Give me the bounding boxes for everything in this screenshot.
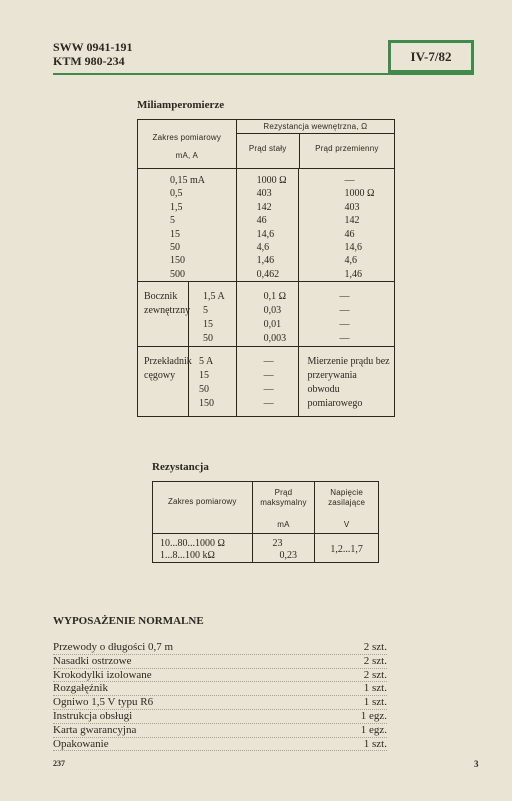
ac-value: — bbox=[344, 175, 355, 186]
range-value: 0,15 mA bbox=[170, 175, 205, 186]
shunt-ac-value: — bbox=[339, 291, 350, 303]
shunt-dc-value: 0,01 bbox=[263, 319, 282, 331]
current-values-cell bbox=[252, 534, 315, 563]
clamp-ranges-cell bbox=[189, 347, 237, 417]
resistance-range-header-cell bbox=[153, 482, 253, 534]
range-value: 1,5 bbox=[170, 201, 183, 213]
dc-value: 1000 Ω bbox=[256, 175, 287, 186]
code-line-1: SWW 0941-191 bbox=[53, 40, 133, 54]
equipment-title: WYPOSAŻENIE NORMALNE bbox=[53, 615, 204, 627]
list-item bbox=[53, 682, 387, 696]
ac-value: 4,6 bbox=[344, 255, 357, 267]
resistance-header-cell bbox=[236, 120, 394, 169]
dc-value: 46 bbox=[256, 215, 267, 227]
item-qty: 1 szt. bbox=[363, 737, 387, 750]
item-qty: 1 szt. bbox=[363, 682, 387, 695]
item-name: Przewody o długości 0,7 m bbox=[53, 641, 174, 653]
current-header: Prąd maksymalny bbox=[260, 488, 307, 507]
equipment-list bbox=[53, 641, 387, 751]
item-name: Rozgałęźnik bbox=[53, 682, 108, 695]
shunt-range: 50 bbox=[203, 333, 213, 345]
ac-value: 1000 Ω bbox=[344, 188, 375, 200]
item-qty: 1 egz. bbox=[360, 709, 387, 722]
page-number: 3 bbox=[474, 759, 479, 769]
ac-value: 403 bbox=[344, 201, 360, 213]
voltage-unit: V bbox=[343, 520, 350, 529]
voltage-header: Napięcie zasilające bbox=[328, 488, 366, 507]
range-value: 5 bbox=[170, 215, 175, 227]
list-item bbox=[53, 710, 387, 724]
code-line-2: KTM 980-234 bbox=[53, 54, 125, 68]
current-value: 0,23 bbox=[279, 550, 298, 561]
milliammeter-table bbox=[137, 119, 395, 417]
list-item bbox=[53, 669, 387, 683]
list-item bbox=[53, 655, 387, 669]
resistance-range: 1...8...100 kΩ bbox=[160, 550, 215, 561]
current-value: 23 bbox=[272, 538, 283, 549]
clamp-dc-cell bbox=[236, 347, 299, 417]
dc-value: 403 bbox=[256, 188, 272, 200]
clamp-range: 50 bbox=[199, 384, 209, 396]
item-name: Karta gwarancyjna bbox=[53, 723, 137, 736]
footer-left-number: 237 bbox=[53, 759, 65, 768]
item-name: Ogniwo 1,5 V typu R6 bbox=[53, 696, 154, 709]
clamp-dc-value: — bbox=[263, 370, 274, 382]
dc-values-cell bbox=[236, 169, 299, 282]
voltage-header-cell bbox=[315, 482, 379, 534]
dc-value: 14,6 bbox=[256, 228, 275, 240]
ac-value: 1,46 bbox=[344, 268, 362, 280]
shunt-ac-value: — bbox=[339, 333, 350, 345]
item-name: Krokodylki izolowane bbox=[53, 668, 152, 681]
ac-value: 46 bbox=[344, 228, 355, 240]
list-item bbox=[53, 724, 387, 738]
ac-header: Prąd przemienny bbox=[315, 144, 379, 153]
ac-values-cell bbox=[299, 169, 395, 282]
resistance-range: 10...80...1000 Ω bbox=[160, 538, 225, 549]
resistance-title: Rezystancja bbox=[152, 461, 209, 473]
resistance-range-header: Zakres pomiarowy bbox=[167, 497, 237, 506]
section-badge: IV-7/82 bbox=[388, 40, 474, 73]
clamp-dc-value: — bbox=[263, 384, 274, 396]
item-name: Opakowanie bbox=[53, 737, 109, 750]
list-item bbox=[53, 641, 387, 655]
shunt-dc-cell bbox=[236, 282, 299, 347]
list-item bbox=[53, 738, 387, 752]
item-qty: 2 szt. bbox=[363, 654, 387, 667]
clamp-dc-value: — bbox=[263, 356, 274, 368]
resistance-header: Rezystancja wewnętrzna, Ω bbox=[237, 120, 394, 134]
item-qty: 2 szt. bbox=[363, 668, 387, 681]
clamp-ac-note: Mierzenie prądu bez przerywania obwodu pomiarowego bbox=[307, 356, 390, 410]
dc-value: 1,46 bbox=[256, 255, 275, 267]
clamp-label-cell bbox=[138, 347, 192, 417]
shunt-ac-cell bbox=[299, 282, 395, 347]
range-value: 50 bbox=[170, 242, 180, 254]
clamp-range: 15 bbox=[199, 370, 209, 382]
unit-header: mA, A bbox=[175, 151, 198, 160]
clamp-label: Przekładnik cęgowy bbox=[144, 356, 192, 382]
range-value: 500 bbox=[170, 268, 185, 280]
range-header-cell bbox=[138, 120, 237, 169]
dc-value: 4,6 bbox=[256, 242, 270, 254]
item-name: Instrukcja obsługi bbox=[53, 709, 133, 722]
item-name: Nasadki ostrzowe bbox=[53, 654, 132, 667]
clamp-ac-cell bbox=[299, 347, 395, 417]
clamp-range: 150 bbox=[199, 398, 214, 410]
catalog-codes bbox=[53, 40, 132, 68]
shunt-dc-value: 0,03 bbox=[263, 305, 282, 317]
voltage-value: 1,2...1,7 bbox=[330, 544, 363, 555]
range-header: Zakres pomiarowy bbox=[152, 133, 222, 142]
shunt-range: 5 bbox=[203, 305, 208, 317]
header-rule bbox=[53, 73, 474, 75]
shunt-ranges-cell bbox=[189, 282, 237, 347]
item-qty: 2 szt. bbox=[363, 641, 387, 653]
shunt-label: Bocznik zewnętrzny bbox=[144, 291, 191, 317]
shunt-range: 1,5 A bbox=[203, 291, 225, 303]
ac-value: 142 bbox=[344, 215, 360, 227]
milliammeters-title: Miliamperomierze bbox=[137, 99, 225, 111]
shunt-ac-value: — bbox=[339, 319, 350, 331]
current-header-cell bbox=[252, 482, 315, 534]
range-value: 150 bbox=[170, 255, 185, 267]
item-qty: 1 egz. bbox=[360, 723, 387, 736]
clamp-range: 5 A bbox=[199, 356, 214, 368]
range-value: 15 bbox=[170, 228, 180, 240]
dc-value: 0,462 bbox=[256, 268, 280, 280]
current-unit: mA bbox=[277, 520, 290, 529]
ac-value: 14,6 bbox=[344, 242, 362, 254]
resistance-table bbox=[152, 481, 379, 563]
clamp-dc-value: — bbox=[263, 398, 274, 410]
item-qty: 1 szt. bbox=[363, 696, 387, 709]
voltage-value-cell bbox=[315, 534, 379, 563]
shunt-range: 15 bbox=[203, 319, 213, 331]
shunt-dc-value: 0,003 bbox=[263, 333, 287, 345]
ranges-cell bbox=[138, 169, 237, 282]
resistance-ranges-cell bbox=[153, 534, 253, 563]
range-value: 0,5 bbox=[170, 188, 183, 200]
shunt-label-cell bbox=[138, 282, 189, 347]
shunt-dc-value: 0,1 Ω bbox=[263, 291, 287, 303]
shunt-ac-value: — bbox=[339, 305, 350, 317]
dc-value: 142 bbox=[256, 201, 272, 213]
list-item bbox=[53, 696, 387, 710]
dc-header: Prąd stały bbox=[237, 134, 300, 168]
